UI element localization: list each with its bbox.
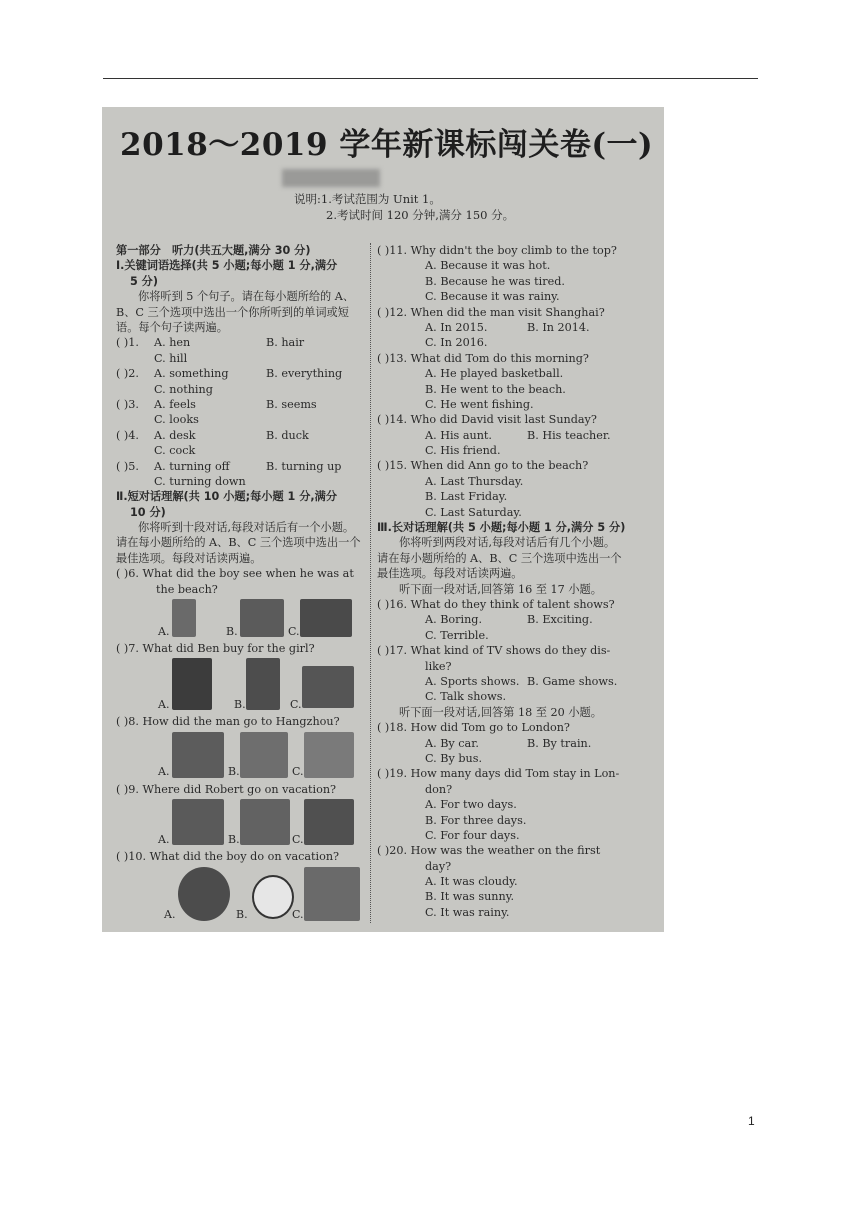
question-16: ( )16. What do they think of talent shows? — [377, 598, 615, 612]
option-a: A. Last Thursday. — [425, 474, 524, 488]
section-one-heading-cont: 5 分) — [130, 274, 158, 288]
section-one-heading: Ⅰ.关键词语选择(共 5 小题;每小题 1 分,满分 — [116, 259, 338, 273]
pandas-picture — [300, 599, 352, 637]
dialogue-one-note: 听下面一段对话,回答第 16 至 17 小题。 — [399, 582, 602, 596]
question-8-pictures: A. B. C. — [116, 730, 364, 782]
option-b: B. He went to the beach. — [425, 382, 566, 396]
option-a: A. something — [154, 367, 229, 381]
option-a: A. His aunt. — [425, 428, 492, 442]
section-one-instructions: 你将听到 5 个句子。请在每小题所给的 A、B、C 三个选项中选出一个你所听到的单词或短语。每个句子读两遍。 — [116, 290, 355, 334]
option-c: C. Talk shows. — [425, 690, 507, 704]
dress-picture — [172, 658, 212, 710]
option-c: C. Because it was rainy. — [425, 290, 560, 304]
left-column — [116, 243, 364, 925]
option-b: B. By train. — [527, 736, 592, 750]
question-7: ( )7. What did Ben buy for the girl? — [116, 642, 315, 656]
option-c: C. In 2016. — [425, 336, 488, 350]
question-8: ( )8. How did the man go to Hangzhou? — [116, 715, 340, 729]
option-a: A. desk — [154, 428, 196, 442]
question-9: ( )9. Where did Robert go on vacation? — [116, 782, 337, 796]
option-c: C. Last Saturday. — [425, 505, 522, 519]
option-a: A. feels — [154, 397, 196, 411]
column-divider — [370, 243, 371, 923]
fish-picture — [172, 599, 196, 637]
question-16-ab — [377, 612, 623, 627]
page-number: 1 — [748, 1114, 755, 1128]
option-a: A. He played basketball. — [425, 367, 564, 381]
big-ben-picture — [240, 799, 290, 845]
question-2: ( )2. A. something B. everything — [116, 367, 343, 381]
basketball-picture — [178, 867, 230, 921]
question-9-pictures: A. B. C. — [116, 797, 364, 849]
question-6: ( )6. What did the boy see when he was at — [116, 567, 354, 581]
question-20-cont: day? — [425, 859, 452, 873]
option-b: B. duck — [266, 428, 309, 442]
question-14: ( )14. Who did David visit last Sunday? — [377, 413, 597, 427]
section-two-heading-cont: 10 分) — [130, 505, 166, 519]
soccer-ball-picture — [252, 875, 294, 919]
question-12: ( )12. When did the man visit Shanghai? — [377, 305, 605, 319]
question-1-c — [116, 351, 364, 366]
option-c: C. turning down — [154, 474, 246, 488]
exam-paper-photo — [102, 107, 664, 932]
option-b: B. hair — [266, 336, 305, 350]
question-11: ( )11. Why didn't the boy climb to the top? — [377, 244, 617, 257]
right-column — [377, 243, 626, 920]
option-c: C. looks — [154, 413, 199, 427]
option-b: B. In 2014. — [527, 320, 590, 334]
option-c: C. For four days. — [425, 828, 520, 842]
option-c: C. His friend. — [425, 444, 501, 458]
option-a: A. Because it was hot. — [425, 259, 551, 273]
train-picture — [240, 732, 288, 778]
option-c: C. He went fishing. — [425, 397, 534, 411]
question-19: ( )19. How many days did Tom stay in Lon- — [377, 767, 620, 781]
exam-note-2: 2.考试时间 120 分钟,满分 150 分。 — [326, 208, 515, 222]
question-5-c — [116, 474, 364, 489]
birds-picture — [240, 599, 284, 637]
dialogue-two-note: 听下面一段对话,回答第 18 至 20 小题。 — [399, 705, 602, 719]
option-c: C. By bus. — [425, 751, 483, 765]
question-13: ( )13. What did Tom do this morning? — [377, 351, 589, 365]
blurred-region — [282, 169, 380, 187]
option-b: B. Last Friday. — [425, 490, 508, 504]
section-three-instructions: 你将听到两段对话,每段对话后有几个小题。请在每小题所给的 A、B、C 三个选项中选出一个最佳选项。每段对话读两遍。 — [377, 536, 622, 581]
option-b: B. Because he was tired. — [425, 274, 565, 288]
question-3: ( )3. A. feels B. seems — [116, 397, 317, 411]
option-a: A. hen — [154, 336, 191, 350]
question-10-pictures: A. B. C. — [116, 865, 364, 925]
question-17-ab — [377, 674, 623, 689]
exam-title: 2018～2019 学年新课标闯关卷(一) — [120, 127, 654, 163]
header-rule — [103, 78, 758, 79]
question-10: ( )10. What did the boy do on vacation? — [116, 850, 340, 864]
question-14-ab — [377, 428, 623, 443]
question-1: ( )1. A. hen B. hair — [116, 336, 305, 350]
option-b: B. For three days. — [425, 813, 527, 827]
question-15: ( )15. When did Ann go to the beach? — [377, 459, 589, 473]
option-b: B. His teacher. — [527, 428, 611, 442]
question-6-pictures: A. B. C. — [116, 597, 364, 641]
jeans-picture — [246, 658, 280, 710]
opera-house-picture — [304, 799, 354, 845]
option-b: B. Game shows. — [527, 674, 618, 688]
question-17-cont: like? — [425, 659, 452, 673]
question-5: ( )5. A. turning off B. turning up — [116, 459, 342, 473]
option-c: C. It was rainy. — [425, 905, 510, 919]
question-18: ( )18. How did Tom go to London? — [377, 721, 570, 735]
option-c: C. Terrible. — [425, 628, 489, 642]
question-2-c — [116, 382, 364, 397]
question-4-c — [116, 443, 364, 458]
section-two-heading: Ⅱ.短对话理解(共 10 小题;每小题 1 分,满分 — [116, 490, 338, 504]
option-a: A. turning off — [154, 459, 230, 473]
option-b: B. Exciting. — [527, 613, 593, 627]
question-3-c — [116, 412, 364, 427]
option-a: A. For two days. — [425, 798, 517, 812]
option-a: A. It was cloudy. — [425, 875, 518, 889]
option-c: C. cock — [154, 444, 196, 458]
option-c: C. nothing — [154, 382, 213, 396]
question-12-ab — [377, 320, 623, 335]
option-b: B. turning up — [266, 459, 342, 473]
option-b: B. It was sunny. — [425, 890, 515, 904]
question-4: ( )4. A. desk B. duck — [116, 428, 309, 442]
question-19-cont: don? — [425, 782, 453, 796]
car-picture — [304, 732, 354, 778]
exam-note-1: 说明:1.考试范围为 Unit 1。 — [294, 192, 441, 206]
option-b: B. everything — [266, 367, 343, 381]
question-6-cont: the beach? — [156, 582, 218, 596]
question-18-ab — [377, 736, 623, 751]
plane-picture — [172, 732, 224, 778]
part-one-heading: 第一部分 听力(共五大题,满分 30 分) — [116, 244, 311, 257]
question-7-pictures: A. B. C. — [116, 656, 364, 714]
option-a: A. In 2015. — [425, 320, 488, 334]
option-b: B. seems — [266, 397, 317, 411]
option-c: C. hill — [154, 351, 188, 365]
question-17: ( )17. What kind of TV shows do they dis- — [377, 644, 611, 658]
option-a: A. By car. — [425, 736, 479, 750]
option-a: A. Sports shows. — [425, 674, 520, 688]
option-a: A. Boring. — [425, 613, 482, 627]
question-20: ( )20. How was the weather on the first — [377, 844, 601, 858]
chess-picture — [304, 867, 360, 921]
section-three-heading: Ⅲ.长对话理解(共 5 小题;每小题 1 分,满分 5 分) — [377, 521, 626, 535]
eiffel-tower-picture — [172, 799, 224, 845]
section-two-instructions: 你将听到十段对话,每段对话后有一个小题。请在每小题所给的 A、B、C 三个选项中选出一个最佳选项。每段对话读两遍。 — [116, 521, 361, 565]
handbag-picture — [302, 666, 354, 708]
